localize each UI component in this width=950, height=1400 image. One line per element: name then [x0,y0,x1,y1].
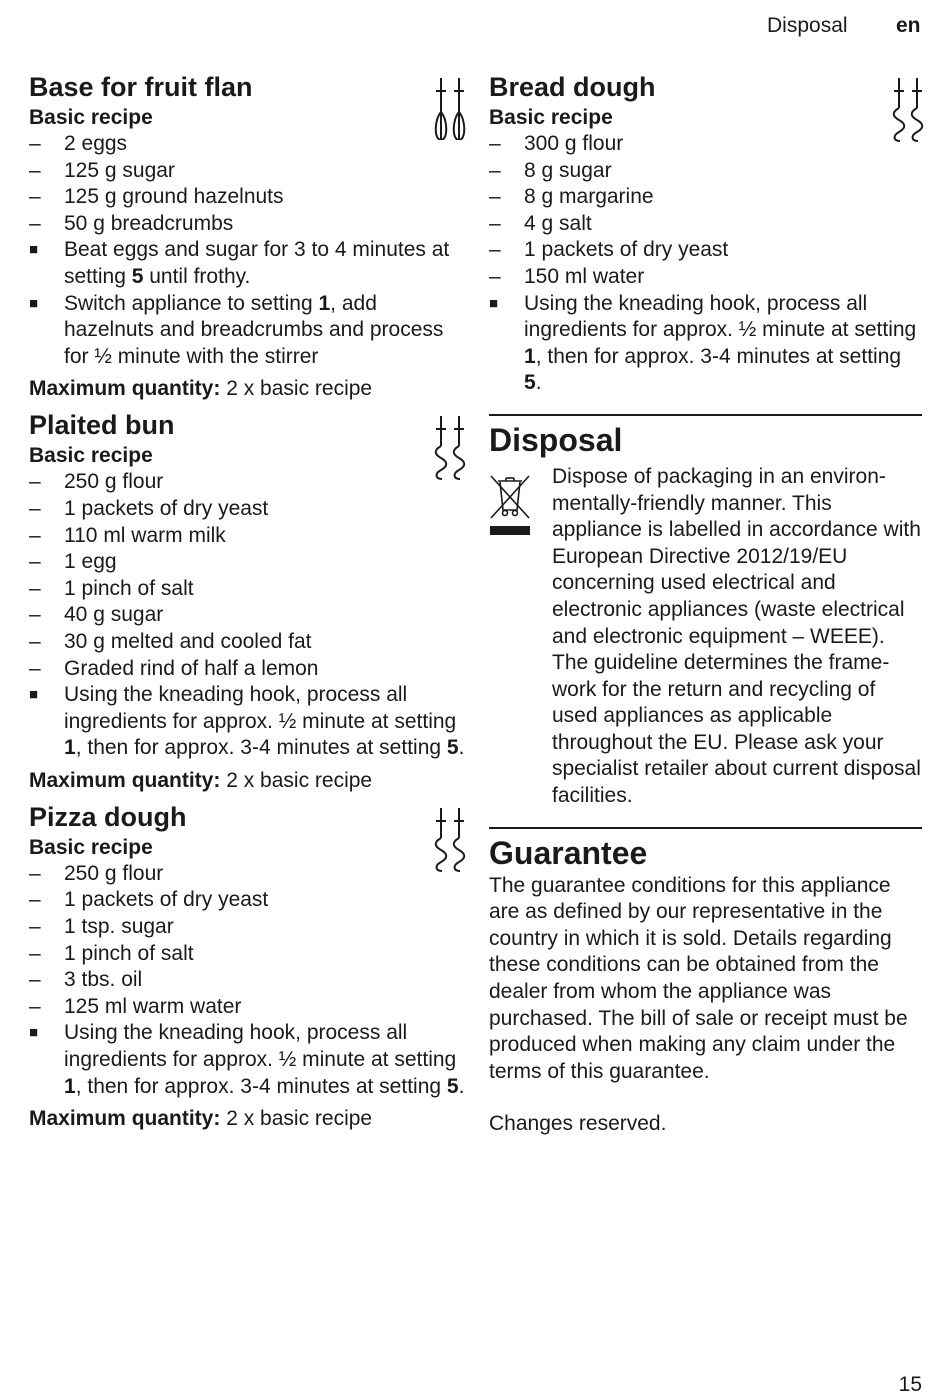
instruction-step: ■ Using the kneading hook, process all ingredients for approx. ½ minute at setting 1, then for approx. 3-4 minutes at setting 5. [489,291,917,395]
page-number: 15 [898,1373,922,1396]
recipe-title: Bread dough [489,72,656,102]
recipe-subtitle: Basic recipe [489,106,613,129]
disposal-text: Dispose of packaging in an environmentally-friendly manner. This appliance is labelled in accordance with European Directive 2012/19/EU concerning used electrical and electronic appliances (waste electrical and electronic equipment – WEEE). The guideline determines the framework for the return and recycling of used appliances as applicable throughout the EU. Please ask your specialist retailer about current disposal facilities. [552,464,921,808]
ingredient-item: – Graded rind of half a lemon [29,656,319,680]
ingredient-item: – 1 packets of dry yeast [489,238,729,262]
ingredient-item: – 2 eggs [29,132,128,155]
ingredient-item: – 110 ml warm milk [29,523,226,547]
maximum-quantity: Maximum quantity: 2 x basic recipe [29,768,373,792]
weee-crossed-bin-icon [489,472,531,536]
ingredient-item: – 40 g sugar [29,603,164,627]
recipe-plaited-bun [29,408,469,794]
guarantee-heading: Guarantee [489,834,648,871]
ingredient-item: – 1 packets of dry yeast [29,888,269,912]
ingredient-item: – 1 egg [29,550,117,574]
running-header-section: Disposal [767,14,848,37]
maximum-quantity: Maximum quantity: 2 x basic recipe [29,377,373,401]
disposal-section [489,464,922,810]
recipe-pizza-dough [29,800,469,1132]
recipe-subtitle: Basic recipe [29,444,153,468]
instruction-step: ■ Using the kneading hook, process all ingredients for approx. ½ minute at setting 1, then for approx. 3-4 minutes at setting 5. [29,1021,465,1098]
section-divider [489,827,922,829]
ingredient-list [489,131,922,397]
recipe-subtitle: Basic recipe [29,835,153,859]
ingredient-item: – 1 tsp. sugar [29,915,174,939]
ingredient-item: – 250 g flour [29,470,164,494]
recipe-title: Plaited bun [29,410,175,441]
right-column [489,70,922,1138]
ingredient-list [29,861,469,1100]
instruction-step: ■ Beat eggs and sugar for 3 to 4 minutes at setting 5 until frothy. [29,238,450,288]
left-column [29,70,469,1132]
ingredient-item: – 125 g ground hazelnuts [29,185,284,209]
ingredient-item: – 250 g flour [29,861,164,885]
recipe-fruit-flan [29,70,469,402]
ingredient-item: – 8 g margarine [489,185,654,209]
changes-reserved: Changes reserved. [489,1112,667,1136]
recipe-bread-dough [489,70,922,397]
section-divider [489,414,922,416]
ingredient-item: – 150 ml water [489,264,645,288]
ingredient-item: – 4 g salt [489,211,592,235]
recipe-subtitle: Basic recipe [29,106,153,129]
ingredient-list [29,469,469,762]
ingredient-item: – 8 g sugar [489,158,612,182]
ingredient-item: – 3 tbs. oil [29,968,143,992]
ingredient-item: – 1 pinch of salt [29,576,194,600]
instruction-step: ■ Switch appliance to setting 1, add hazelnuts and breadcrumbs and process for ½ minute with the stirrer [29,291,444,368]
ingredient-item: – 30 g melted and cooled fat [29,629,312,653]
running-header-language: en [896,14,921,37]
ingredient-list [29,131,469,370]
ingredient-item: – 1 pinch of salt [29,941,194,965]
recipe-title: Base for fruit flan [29,72,253,102]
ingredient-item: – 1 packets of dry yeast [29,496,269,520]
recipe-title: Pizza dough [29,801,187,832]
instruction-step: ■ Using the kneading hook, process all ingredients for approx. ½ minute at setting 1, then for approx. 3-4 minutes at setting 5. [29,683,465,760]
ingredient-item: – 125 ml warm water [29,994,242,1018]
ingredient-item: – 125 g sugar [29,158,175,182]
maximum-quantity: Maximum quantity: 2 x basic recipe [29,1107,373,1131]
guarantee-text: The guarantee conditions for this appliance are as defined by our representative in the country in which it is sold. Details regarding these conditions can be obtained from the dealer from whom the appliance was purchased. The bill of sale or receipt must be produced when making any claim under the terms of this guarantee. [489,873,908,1083]
ingredient-item: – 300 g flour [489,132,624,155]
ingredient-item: – 50 g breadcrumbs [29,211,234,235]
disposal-heading: Disposal [489,421,623,458]
